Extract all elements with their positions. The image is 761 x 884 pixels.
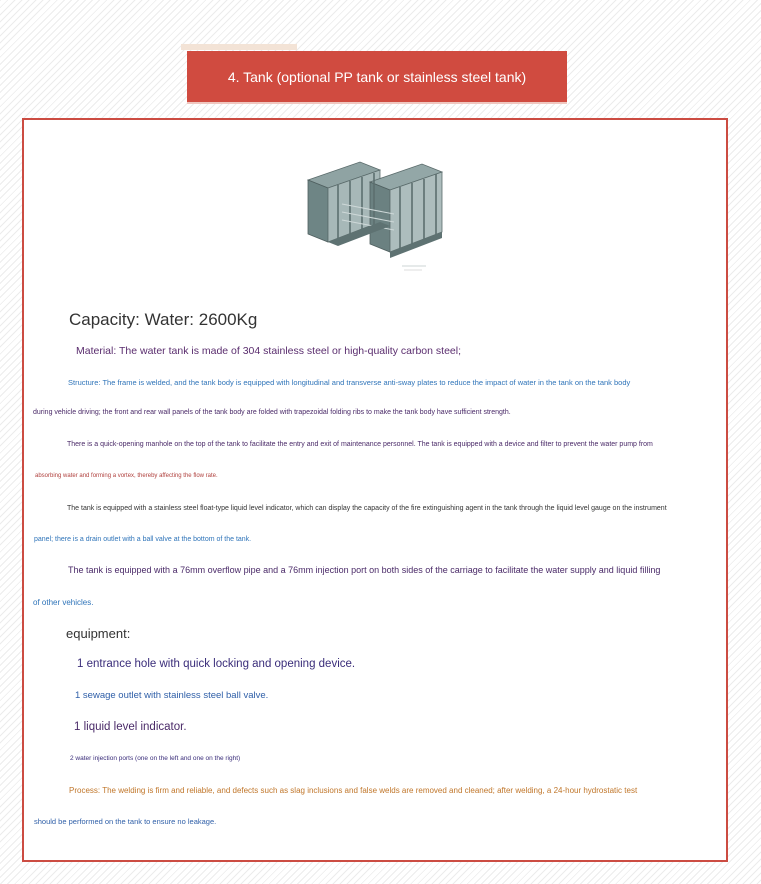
equipment-item: 2 water injection ports (one on the left and one on the right) — [70, 755, 241, 762]
level-indicator-text-line-2: panel; there is a drain outlet with a ball valve at the bottom of the tank. — [34, 536, 252, 543]
tank-frame-illustration — [302, 156, 448, 284]
capacity-text: Capacity: Water: 2600Kg — [69, 310, 258, 329]
title-accent-bar — [181, 44, 297, 50]
equipment-item: 1 entrance hole with quick locking and opening device. — [77, 658, 356, 670]
structure-text-line-2: during vehicle driving; the front and rear wall panels of the tank body are folded with trapezoidal folding ribs to make the tank body have sufficient strength. — [33, 409, 511, 416]
content-panel — [22, 118, 728, 862]
manhole-text-line-1: There is a quick-opening manhole on the top of the tank to facilitate the entry and exit of maintenance personnel. The tank is equipped with a device and filter to prevent the water pump from — [67, 441, 653, 448]
structure-text-line-1: Structure: The frame is welded, and the tank body is equipped with longitudinal and transverse anti-sway plates to reduce the impact of water in the tank on the tank body — [68, 378, 631, 387]
level-indicator-text-line-1: The tank is equipped with a stainless steel float-type liquid level indicator, which can display the capacity of the fire extinguishing agent in the tank through the liquid level gauge on the instrument — [67, 505, 667, 512]
material-text: Material: The water tank is made of 304 stainless steel or high-quality carbon steel; — [76, 345, 462, 357]
manhole-text-line-2: absorbing water and forming a vortex, thereby affecting the flow rate. — [35, 473, 218, 479]
process-text-line-2: should be performed on the tank to ensure no leakage. — [34, 817, 217, 826]
overflow-text-line-1: The tank is equipped with a 76mm overflow pipe and a 76mm injection port on both sides of the carriage to facilitate the water supply and liquid filling — [68, 565, 661, 575]
section-title-banner — [187, 51, 567, 102]
section-title: 4. Tank (optional PP tank or stainless steel tank) — [227, 68, 527, 85]
process-text-line-1: Process: The welding is firm and reliable, and defects such as slag inclusions and false welds are removed and cleaned; after welding, a 24-hour hydrostatic test — [69, 786, 638, 795]
overflow-text-line-2: of other vehicles. — [33, 598, 94, 607]
equipment-item: 1 sewage outlet with stainless steel ball valve. — [75, 690, 269, 701]
equipment-heading: equipment: — [66, 626, 131, 641]
equipment-item: 1 liquid level indicator. — [74, 721, 187, 733]
